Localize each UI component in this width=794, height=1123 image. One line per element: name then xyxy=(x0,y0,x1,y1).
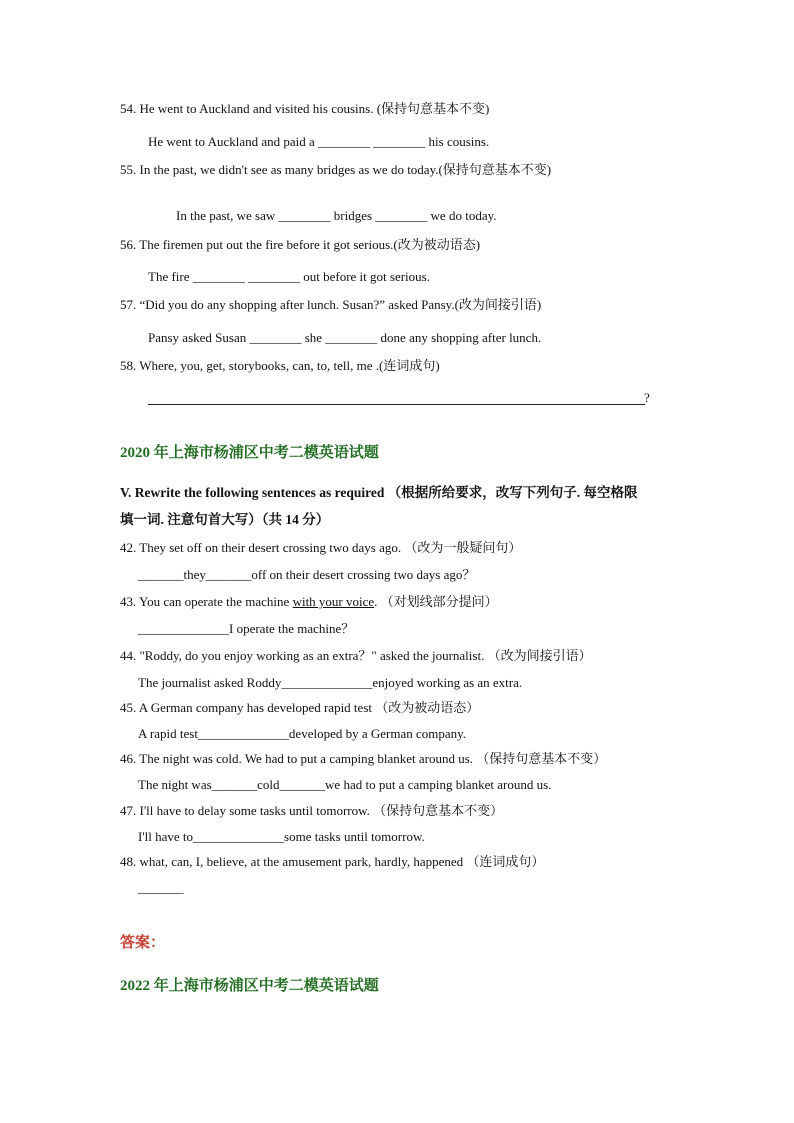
answer-line-55: In the past, we saw ________ bridges ________ we do today. xyxy=(176,208,497,223)
question-47: 47. I'll have to delay some tasks until tomorrow. （保持句意基本不变） xyxy=(120,803,504,818)
question-57: 57. “Did you do any shopping after lunch. Susan?” asked Pansy.(改为间接引语) xyxy=(120,297,542,312)
answer-end-58: ? xyxy=(644,390,650,405)
answer-line-43: ______________I operate the machine？ xyxy=(138,621,355,636)
question-58: 58. Where, you, get, storybooks, can, to, tell, me .(连词成句) xyxy=(120,358,440,373)
question-43 xyxy=(120,594,498,610)
heading-2020: 2020 年上海市杨浦区中考二模英语试题 xyxy=(120,445,379,461)
question-45: 45. A German company has developed rapid test （改为被动语态） xyxy=(120,700,480,715)
answer-line-57: Pansy asked Susan ________ she ________ done any shopping after lunch. xyxy=(148,330,542,345)
answer-label: 答案： xyxy=(120,935,166,951)
answer-line-42: _______they_______off on their desert crossing two days ago？ xyxy=(138,567,476,582)
question-46: 46. The night was cold. We had to put a camping blanket around us. （保持句意基本不变） xyxy=(120,751,607,766)
answer-line-54: He went to Auckland and paid a ________ ________ his cousins. xyxy=(148,134,490,149)
question-43-text: 43. You can operate the machine xyxy=(120,594,293,609)
question-43-underlined: with your voice xyxy=(292,594,375,609)
question-43-tail: . （对划线部分提问） xyxy=(374,594,498,609)
question-54: 54. He went to Auckland and visited his cousins. (保持句意基本不变) xyxy=(120,101,490,116)
question-48: 48. what, can, I, believe, at the amusement park, hardly, happened （连词成句） xyxy=(120,854,545,869)
question-56: 56. The firemen put out the fire before it got serious.(改为被动语态) xyxy=(120,237,481,252)
answer-line-44: The journalist asked Roddy______________enjoyed working as an extra. xyxy=(138,675,523,690)
section-v-instructions-line1: V. Rewrite the following sentences as required （根据所给要求，改写下列句子. 每空格限 xyxy=(120,485,638,500)
question-42: 42. They set off on their desert crossing two days ago. （改为一般疑问句） xyxy=(120,540,522,555)
section-v-instructions-line2: 填一词. 注意句首大写）（共 14 分） xyxy=(120,512,330,527)
answer-line-47: I'll have to______________some tasks until tomorrow. xyxy=(138,829,425,844)
question-44: 44. "Roddy, do you enjoy working as an extra？" asked the journalist. （改为间接引语） xyxy=(120,648,592,663)
answer-line-56: The fire ________ ________ out before it got serious. xyxy=(148,269,430,284)
heading-2022: 2022 年上海市杨浦区中考二模英语试题 xyxy=(120,978,379,994)
answer-line-45: A rapid test______________developed by a German company. xyxy=(138,726,467,741)
answer-line-48: _______ xyxy=(138,880,184,895)
answer-line-46: The night was_______cold_______we had to put a camping blanket around us. xyxy=(138,777,552,792)
question-55: 55. In the past, we didn't see as many bridges as we do today.(保持句意基本不变) xyxy=(120,162,552,177)
answer-rule-58 xyxy=(148,404,645,405)
